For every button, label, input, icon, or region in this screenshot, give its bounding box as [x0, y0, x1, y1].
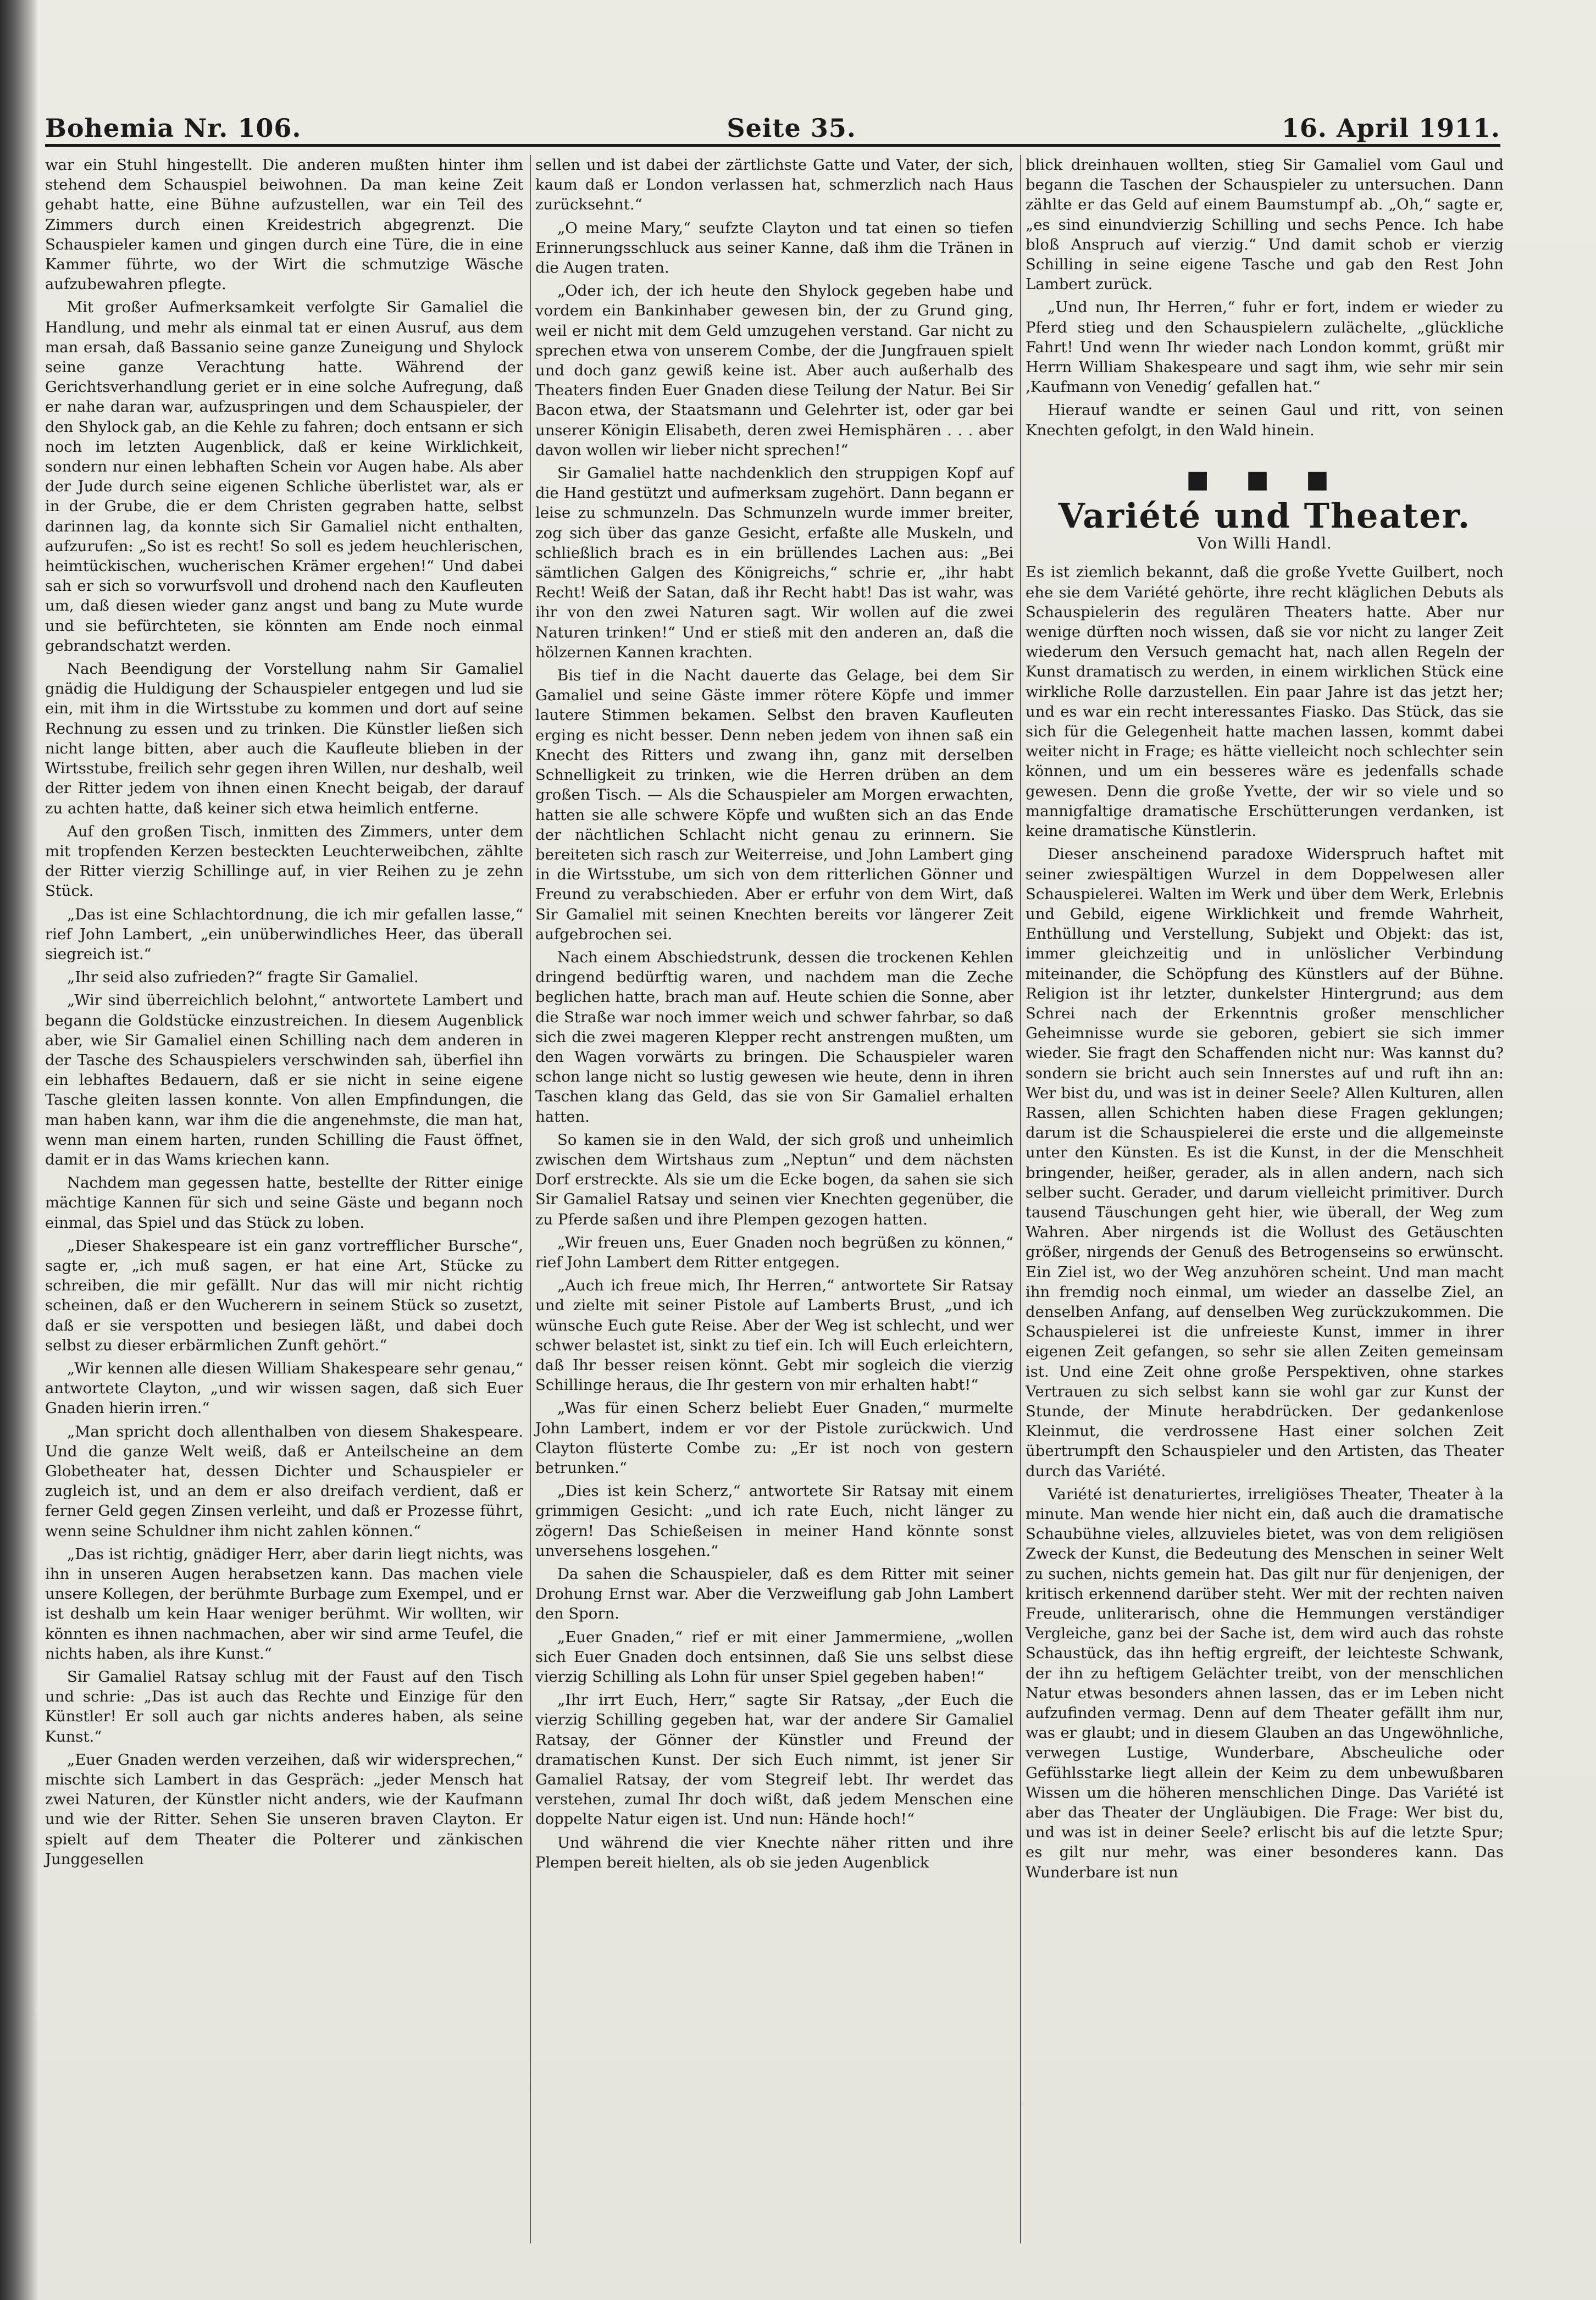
paragraph: „Wir kennen alle diesen William Shakespeare sehr genau,“ antwortete Clayton, „und wir wissen sagen, daß sich Euer Gnaden hierin irren.“	[45, 1359, 523, 1417]
paragraph: blick dreinhauen wollten, stieg Sir Gamaliel vom Gaul und begann die Taschen der Schauspieler zu untersuchen. Dann zählte er das Geld auf einem Baumstumpf ab. „Oh,“ sagte er, „es sind einundvierzig Schilling und sechs Pence. Ich habe bloß Anspruch auf vierzig.“ Und damit schob er vierzig Schilling in seine eigene Tasche und gab den Rest John Lambert zurück.	[1026, 156, 1504, 293]
column-3	[1026, 155, 1504, 2254]
paragraph: „Euer Gnaden,“ rief er mit einer Jammermiene, „wollen sich Euer Gnaden doch entsinnen, daß Sie uns selbst diese vierzig Schilling als Lohn für unser Spiel gegeben haben!“	[535, 1628, 1013, 1686]
section-separator: ■ ■ ■	[1186, 465, 1343, 494]
paragraph: „O meine Mary,“ seufzte Clayton und tat einen so tiefen Erinnerungsschluck aus seiner Kanne, daß ihm die Tränen in die Augen traten.	[535, 219, 1013, 277]
paragraph: „Ihr irrt Euch, Herr,“ sagte Sir Ratsay, „der Euch die vierzig Schilling gegeben hat, war der andere Sir Gamaliel Ratsay, der Gönner der Künstler und Freund der dramatischen Kunst. Der sich Euch nimmt, ist jener Sir Gamaliel Ratsay, der vom Stegreif lebt. Ihr werdet das verstehen, zumal Ihr doch wißt, daß jedem Menschen eine doppelte Natur eigen ist. Und nun: Hände hoch!“	[535, 1691, 1013, 1828]
header-issue: Bohemia Nr. 106.	[45, 113, 302, 143]
paragraph: „Ihr seid also zufrieden?“ fragte Sir Gamaliel.	[67, 968, 419, 986]
paragraph: Bis tief in die Nacht dauerte das Gelage, bei dem Sir Gamaliel und seine Gäste immer rötere Köpfe und immer lautere Stimmen bekamen. Selbst den braven Kaufleuten erging es nicht besser. Denn neben jedem von ihnen saß ein Knecht des Ritters und zwang ihn, ganz mit derselben Schnelligkeit zu trinken, wie die Herren drüben an dem großen Tisch. — Als die Schauspieler am Morgen erwachten, hatten sie alle schwere Köpfe und wußten sich an das Ende der nächtlichen Schlacht nicht genau zu erinnern. Sie bereiteten sich rasch zur Weiterreise, und John Lambert ging in die Wirtsstube, um sich von dem ritterlichen Gönner und Freund zu verabschieden. Aber er erfuhr von dem Wirt, daß Sir Gamaliel mit seinen Knechten bereits vor längerer Zeit aufgebrochen sei.	[535, 667, 1013, 943]
paragraph: „Das ist richtig, gnädiger Herr, aber darin liegt nichts, was ihn in unseren Augen herabsetzen kann. Das machen viele unsere Kollegen, der berühmte Burbage zum Exempel, und er ist deshalb um kein Haar weniger berühmt. Wir wollten, wir könnten es ihnen nachmachen, aber wir sind arme Teufel, die nichts haben, als ihre Kunst.“	[45, 1545, 523, 1662]
paragraph: Sir Gamaliel hatte nachdenklich den struppigen Kopf auf die Hand gestützt und aufmerksam zugehört. Dann begann er leise zu schmunzeln. Das Schmunzeln wurde immer breiter, zog sich über das ganze Gesicht, erfaßte alle Muskeln, und schließlich brach es in ein brüllendes Lachen aus: „Bei sämtlichen Galgen des Königreichs,“ schrie er, „ihr habt Recht! Weiß der Satan, daß ihr Recht habt! Das ist wahr, was ihr von den zwei Naturen sagt. Wir wollen auf die zwei Naturen trinken!“ Und er stieß mit den anderen an, daß die hölzernen Kannen krachten.	[535, 464, 1013, 661]
paragraph: Hierauf wandte er seinen Gaul und ritt, von seinen Knechten gefolgt, in den Wald hinein.	[1026, 401, 1504, 439]
page-header	[45, 104, 1500, 143]
article-byline: Von Willi Handl.	[1197, 534, 1332, 553]
paragraph: „Euer Gnaden werden verzeihen, daß wir widersprechen,“ mischte sich Lambert in das Gespräch: „jeder Mensch hat zwei Naturen, der Künstler nicht anders, wie der Kaufmann und wie der Ritter. Sehen Sie unseren braven Clayton. Er spielt auf dem Theater die Polterer und zänkischen Junggesellen	[45, 1750, 523, 1868]
paragraph: Auf den großen Tisch, inmitten des Zimmers, unter dem mit tropfenden Kerzen besteckten Leuchterweibchen, zählte der Ritter vierzig Schillinge auf, in vier Reihen zu je zehn Stück.	[45, 822, 523, 900]
header-rule	[45, 144, 1500, 147]
paragraph: Da sahen die Schauspieler, daß es dem Ritter mit seiner Drohung Ernst war. Aber die Verzweiflung gab John Lambert den Sporn.	[535, 1565, 1013, 1623]
paragraph: Variété ist denaturiertes, irreligiöses Theater, Theater à la minute. Man wende hier nicht ein, daß auch die dramatische Schaubühne vieles, allzuvieles bietet, was von dem religiösen Zweck der Kunst, die Bedeutung des Menschen in seiner Welt zu suchen, nichts gemein hat. Das gilt nur für denjenigen, der kritisch erkennend darüber steht. Wer mit der rechten naiven Freude, unliterarisch, ohne die Hemmungen verständiger Vergleiche, ganz bei der Sache ist, dem wird auch das rohste Schaustück, das ihn heftig ergreift, der leichteste Schwank, der ihn zu heftigem Gelächter treibt, von der menschlichen Natur etwas besonders ahnen lassen, das er im Leben nicht aufzufinden vermag. Denn auf dem Theater gefällt ihm nur, was er glaubt; und in diesem Glauben an das Ungewöhnliche, verwegen Lustige, Wunderbare, Abscheuliche oder Gefühlsstarke liegt allein der Keim zu dem unbewußbaren Wissen um die höheren menschlichen Dinge. Das Variété ist aber das Theater der Ungläubigen. Die Frage: Wer bist du, und was ist in deiner Seele? erlischt bis auf die letzte Spur; es gilt nur mehr, was einer besonderes kann. Das Wunderbare ist nun	[1026, 1485, 1504, 1881]
column-2	[535, 155, 1013, 2254]
paragraph: Nach einem Abschiedstrunk, dessen die trockenen Kehlen dringend bedürftig waren, und nachdem man die Zeche beglichen hatte, brach man auf. Heute schien die Sonne, aber die Straße war noch immer weich und schwer fahrbar, so daß sich die zwei mageren Klepper recht anstrengen mußten, um den Wagen vorwärts zu bringen. Die Schauspieler waren schon lange nicht so lustig gewesen wie heute, denn in ihren Taschen klang das Geld, das sie von Sir Gamaliel erhalten hatten.	[535, 948, 1013, 1126]
article-title: Variété und Theater.	[1058, 496, 1471, 536]
binding-shadow	[0, 0, 38, 2300]
column-rule	[1020, 155, 1021, 2243]
column-1	[45, 155, 523, 2254]
paragraph: Sir Gamaliel Ratsay schlug mit der Faust auf den Tisch und schrie: „Das ist auch das Rechte und Einzige für den Künstler! Er soll auch gar nichts anderes haben, als seine Kunst.“	[45, 1668, 523, 1745]
paragraph: „Was für einen Scherz beliebt Euer Gnaden,“ murmelte John Lambert, indem er vor der Pistole zurückwich. Und Clayton flüsterte Combe zu: „Er ist noch von gestern betrunken.“	[535, 1399, 1013, 1477]
column-rule	[530, 155, 531, 2243]
paragraph: Es ist ziemlich bekannt, daß die große Yvette Guilbert, noch ehe sie dem Variété gehörte, ihre recht kläglichen Debuts als Schauspielerin des regulären Theaters hatte. Aber nur wenige dürften noch wissen, daß sie vor nicht zu langer Zeit wiederum den Versuch gemacht hat, nach allen Regeln der Kunst dramatisch zu werden, in einem wirklichen Stück eine wirkliche Rolle darzustellen. Ein paar Jahre ist das jetzt her; und es war ein recht interessantes Fiasko. Das Stück, das sie sich für die Gelegenheit hatte machen lassen, kommt dabei weiter nicht in Frage; es hätte vielleicht noch schlechter sein können, und um ein besseres wäre es jedenfalls schade gewesen. Denn die große Yvette, der wir so viele und so mannigfaltige dramatische Erschütterungen verdanken, ist keine dramatische Künstlerin.	[1026, 563, 1504, 840]
paragraph: „Und nun, Ihr Herren,“ fuhr er fort, indem er wieder zu Pferd stieg und den Schauspielern zulächelte, „glückliche Fahrt! Und wenn Ihr wieder nach London kommt, grüßt mir Herrn William Shakespeare und sagt ihm, wie sehr mir sein ‚Kaufmann von Venedig‘ gefallen hat.“	[1026, 298, 1504, 396]
paragraph: Nach Beendigung der Vorstellung nahm Sir Gamaliel gnädig die Huldigung der Schauspieler entgegen und lud sie ein, mit ihm in die Wirtsstube zu kommen und dort auf seine Rechnung zu essen und zu trinken. Die Künstler ließen sich nicht lange bitten, aber auch die Kaufleute blieben in der Wirtsstube, freilich sehr gegen ihren Willen, nur deshalb, weil der Ritter jedem von ihnen einen Knecht beigab, der darauf zu achten hatte, daß keiner sich etwa heimlich entferne.	[45, 660, 523, 817]
paragraph: Mit großer Aufmerksamkeit verfolgte Sir Gamaliel die Handlung, und mehr als einmal tat er einen Ausruf, aus dem man ersah, daß Bassanio seine ganze Zuneigung und Shylock seine ganze Verachtung hatte. Während der Gerichtsverhandlung geriet er in eine solche Aufregung, daß er nahe daran war, aufzuspringen und dem Schauspieler, der den Shylock gab, an die Kehle zu fahren; doch entsann er sich noch im letzten Augenblick, daß er keine Wirklichkeit, sondern nur einen lebhaften Schein vor Augen habe. Als aber der Jude durch seine eigenen Schliche überlistet war, als er in der Grube, die er dem Christen gegraben hatte, selbst darinnen lag, da konnte sich Sir Gamaliel nicht enthalten, aufzurufen: „So ist es recht! So soll es jedem heuchlerischen, heimtückischen, wucherischen Krämer ergehen!“ Und dabei sah er sich so vorwurfsvoll und drohend nach den Kaufleuten um, daß diesen wieder ganz angst und bang zu Mute wurde und sie befürchteten, sie könnten am Ende noch einmal gebrandschatzt werden.	[45, 298, 523, 655]
paragraph: Und während die vier Knechte näher ritten und ihre Plempen bereit hielten, als ob sie jeden Augenblick	[535, 1833, 1013, 1871]
paragraph: „Auch ich freue mich, Ihr Herren,“ antwortete Sir Ratsay und zielte mit seiner Pistole auf Lamberts Brust, „und ich wünsche Euch gute Reise. Aber der Weg ist schlecht, und wer schwer belastet ist, sinkt zu tief ein. Ich will Euch erleichtern, daß Ihr besser reisen könnt. Gebt mir sogleich die vierzig Schillinge heraus, die Ihr gestern von mir erhalten habt!“	[535, 1277, 1013, 1394]
paragraph: „Dieser Shakespeare ist ein ganz vortrefflicher Bursche“, sagte er, „ich muß sagen, er hat eine Art, Stücke zu schreiben, die mir gefällt. Nur das will mir nicht richtig scheinen, daß er den Wucherern in seinem Stück so zusetzt, daß er sie verspotten und besiegen läßt, und dabei doch selbst zu dieser erbärmlichen Zunft gehört.“	[45, 1237, 523, 1354]
paragraph: „Dies ist kein Scherz,“ antwortete Sir Ratsay mit einem grimmigen Gesicht: „und ich rate Euch, nicht länger zu zögern! Das Schießeisen in meiner Hand könnte sonst unversehens losgehen.“	[535, 1482, 1013, 1560]
paragraph: „Oder ich, der ich heute den Shylock gegeben habe und vordem ein Bankinhaber gewesen bin, der zu Grund ging, weil er nicht mit dem Geld umzugehen verstand. Gar nicht zu sprechen etwa von unserem Combe, der die Jungfrauen spielt und doch ganz gewiß keine ist. Aber auch außerhalb des Theaters finden Euer Gnaden diese Teilung der Natur. Bei Sir Bacon etwa, der Staatsmann und Gelehrter ist, oder gar bei unserer Königin Elisabeth, deren zwei Hemisphären . . . aber davon wollen wir lieber nicht sprechen!“	[535, 282, 1013, 459]
paragraph: „Das ist eine Schlachtordnung, die ich mir gefallen lasse,“ rief John Lambert, „ein unüberwindliches Heer, das überall siegreich ist.“	[45, 905, 523, 963]
paragraph: „Man spricht doch allenthalben von diesem Shakespeare. Und die ganze Welt weiß, daß er Anteilscheine an dem Globetheater hat, dessen Dichter und Schauspieler er zugleich ist, und an dem er also dreifach verdient, daß er ferner Geld gegen Zinsen verleiht, und daß er Prozesse führt, wenn seine Schuldner ihm nicht zahlen können.“	[45, 1422, 523, 1540]
paragraph: „Wir sind überreichlich belohnt,“ antwortete Lambert und begann die Goldstücke einzustreichen. In diesem Augenblick aber, wie Sir Gamaliel einen Schilling nach dem anderen in der Tasche des Schauspielers verschwinden sah, überfiel ihn ein lebhaftes Bedauern, daß er sie nicht in seine eigene Tasche gleiten lassen konnte. Von allen Empfindungen, die man haben kann, war ihm die die angenehmste, die man hat, wenn man einem harten, runden Schilling die Faust öffnet, damit er in das Wams kriechen kann.	[45, 991, 523, 1168]
paragraph: war ein Stuhl hingestellt. Die anderen mußten hinter ihm stehend dem Schauspiel beiwohnen. Da man keine Zeit gehabt hatte, eine Bühne aufzustellen, war ein Teil des Zimmers durch einen Kreidestrich abgegrenzt. Die Schauspieler kamen und gingen durch eine Türe, die in eine Kammer führte, wo der Wirt die schmutzige Wäsche aufzubewahren pflegte.	[45, 156, 523, 293]
paragraph: Dieser anscheinend paradoxe Widerspruch haftet mit seiner zwiespältigen Wurzel in dem Doppelwesen aller Schauspielerei. Walten im Werk und über dem Werk, Erlebnis und Gebild, eigene Wirklichkeit und fremde Wahrheit, Enthüllung und Verstellung, Subjekt und Objekt: das ist, immer gleichzeitig und in unlöslicher Verbindung miteinander, die Schöpfung des Künstlers auf der Bühne. Religion ist ihr letzter, dunkelster Hintergrund; aus dem Schrei nach der Erkenntnis großer menschlicher Geheimnisse wurde sie geboren, gebiert sie sich immer wieder. Sie fragt den Schaffenden nicht nur: Was kannst du? sondern sie bricht auch sein Innerstes auf und ruft ihn an: Wer bist du, und was ist in deiner Seele? Allen Kulturen, allen Rassen, allen Schichten haben diese Fragen geklungen; darum ist die Schauspielerei die erste und die allgemeinste unter den Künsten. Es ist die Kunst, in der die Menschheit bringender, heißer, gerader, als in allen andern, nach sich selber sucht. Gerader, und darum vielleicht primitiver. Durch tausend Täuschungen geht hier, wie überall, der Weg zum Wahren. Aber nirgends ist die Wollust des Getäuschten größer, nirgends der Genuß des Betrogenseins so erwünscht. Ein Ziel ist, wo der Weg anzuhören scheint. Und man macht ihn fremdig noch einmal, um wieder an dasselbe Ziel, an denselben Anfang, auf denselben Weg zurückzukommen. Die Schauspielerei ist die unfreieste Kunst, immer in ihrer eigenen Zeit gefangen, so sehr sie allen Zeiten gemeinsam ist. Und eine Zeit ohne große Perspektiven, ohne starkes Vertrauen zu sich selbst kann sie wohl gar zur Kunst der Stunde, der Minute herabdrücken. Der gedankenlose Kleinmut, die verdrossene Hast einer solchen Zeit übertrumpft den Schauspieler und den Artisten, das Theater durch das Variété.	[1026, 845, 1504, 1480]
paragraph: sellen und ist dabei der zärtlichste Gatte und Vater, der sich, kaum daß er London verlassen hat, schmerzlich nach Haus zurücksehnt.“	[535, 156, 1013, 214]
paragraph: So kamen sie in den Wald, der sich groß und unheimlich zwischen dem Wirtshaus zum „Neptun“ und dem nächsten Dorf erstreckte. Als sie um die Ecke bogen, da sahen sie sich Sir Gamaliel Ratsay und seinen vier Knechten gegenüber, die zu Pferde saßen und ihre Plempen gezogen hatten.	[535, 1130, 1013, 1228]
header-page-number: Seite 35.	[727, 113, 856, 143]
paragraph: Nachdem man gegessen hatte, bestellte der Ritter einige mächtige Kannen für sich und seine Gäste und begann noch einmal, das Spiel und das Stück zu loben.	[45, 1174, 523, 1232]
paragraph: „Wir freuen uns, Euer Gnaden noch begrüßen zu können,“ rief John Lambert dem Ritter entgegen.	[535, 1233, 1013, 1271]
header-date: 16. April 1911.	[1281, 113, 1500, 143]
